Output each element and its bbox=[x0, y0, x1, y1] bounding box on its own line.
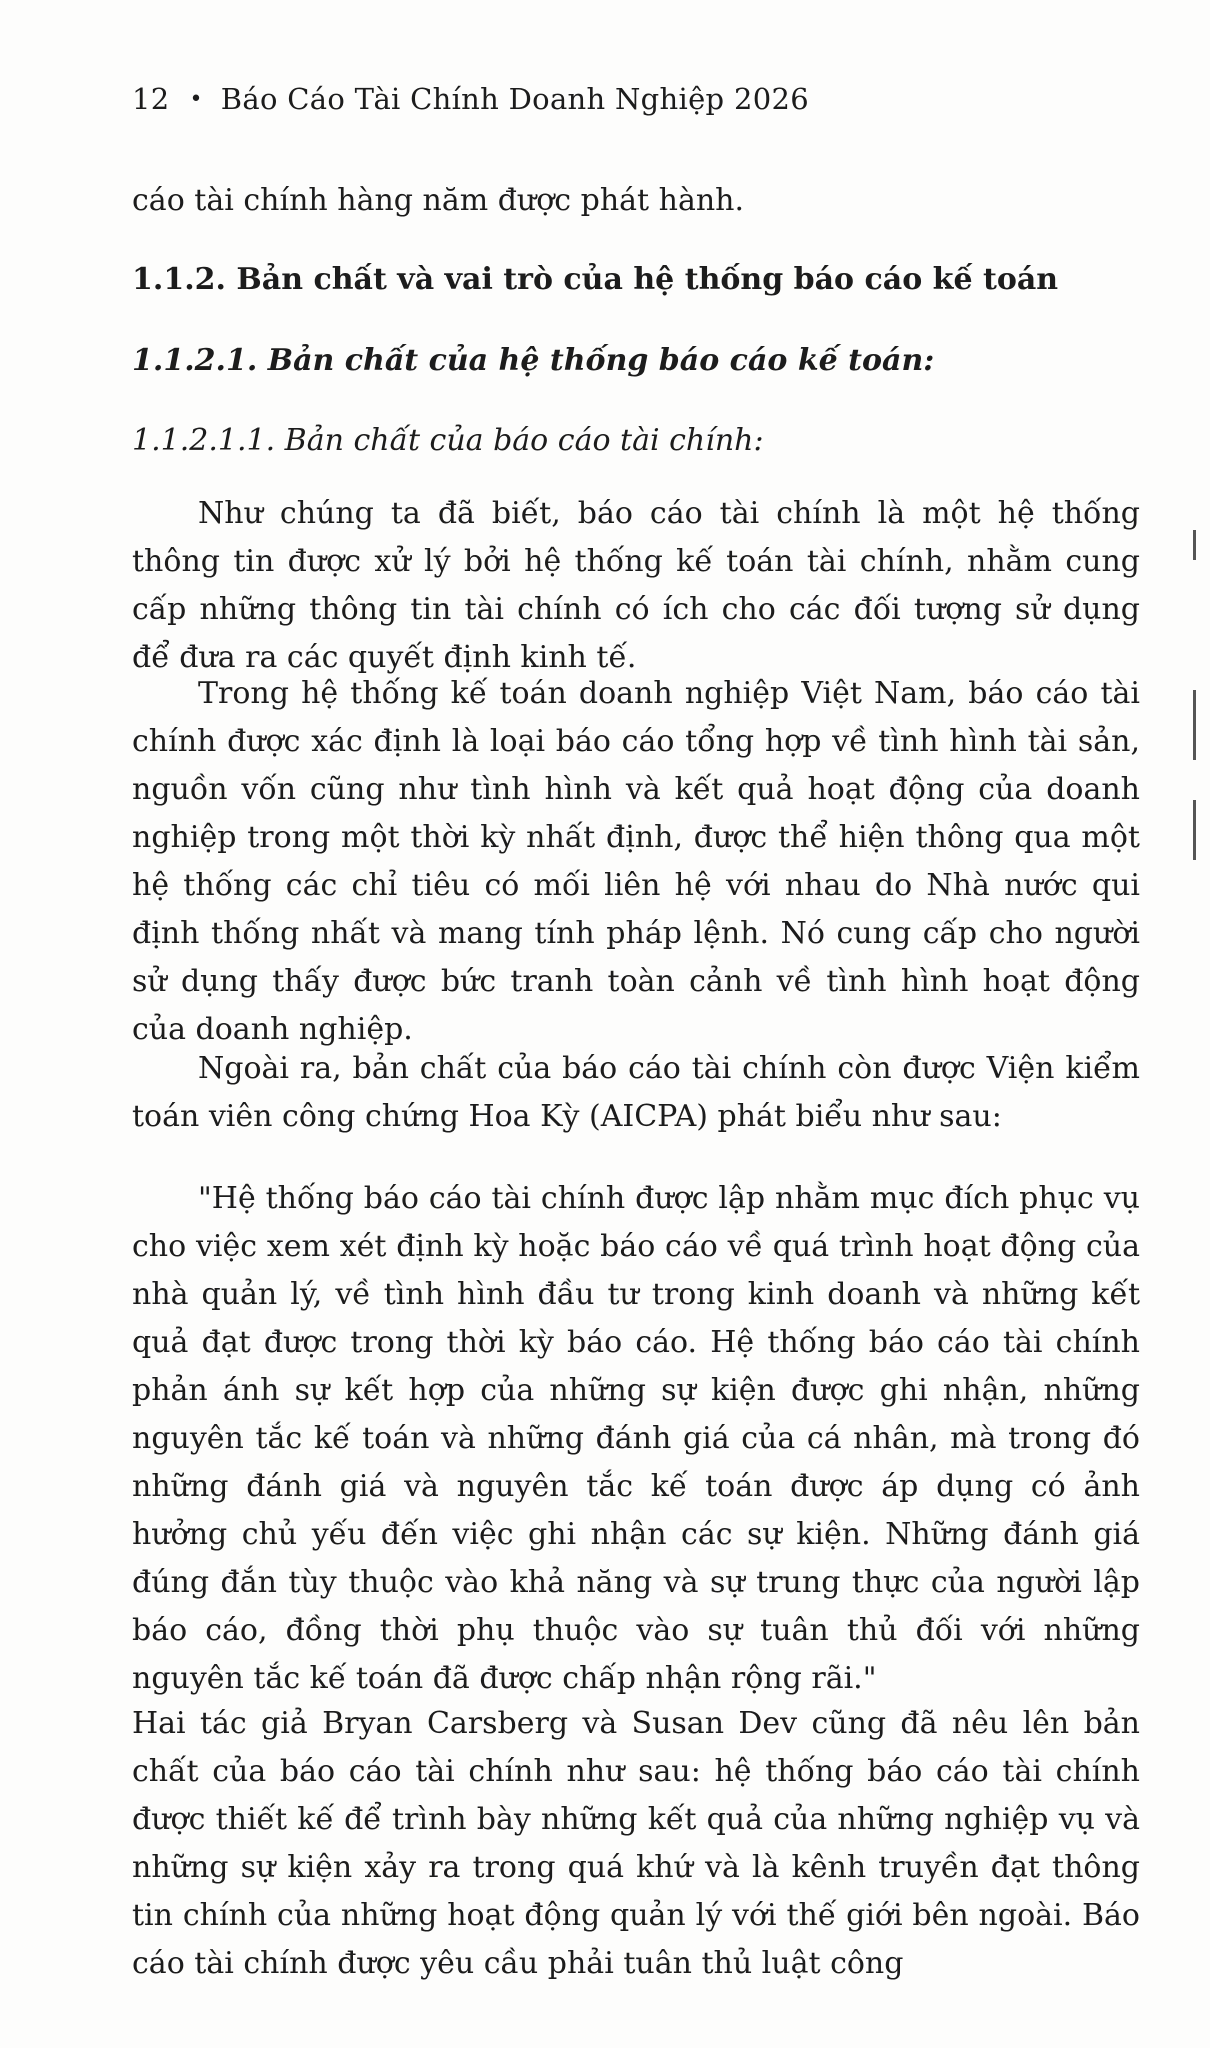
section-heading-1-1-2: 1.1.2. Bản chất và vai trò của hệ thống báo cáo kế toán bbox=[132, 262, 1059, 297]
running-header bbox=[132, 82, 809, 116]
book-title: Báo Cáo Tài Chính Doanh Nghiệp 2026 bbox=[220, 82, 809, 116]
paragraph-2: Trong hệ thống kế toán doanh nghiệp Việt Nam, báo cáo tài chính được xác định là loại báo cáo tổng hợp về tình hình tài sản, nguồn vốn cũng như tình hình và kết quả hoạt động của doanh nghiệp trong một thời kỳ nhất định, được thể hiện thông qua một hệ thống các chỉ tiêu có mối liên hệ với nhau do Nhà nước qui định thống nhất và mang tính pháp lệnh. Nó cung cấp cho người sử dụng thấy được bức tranh toàn cảnh về tình hình hoạt động của doanh nghiệp. bbox=[132, 676, 1140, 1047]
bullet-separator: • bbox=[189, 86, 203, 112]
section-heading-1-1-2-1: 1.1.2.1. Bản chất của hệ thống báo cáo kế toán: bbox=[132, 343, 935, 378]
section-heading-1-1-2-1-1: 1.1.2.1.1. Bản chất của báo cáo tài chính: bbox=[132, 423, 764, 458]
paragraph-3: Ngoài ra, bản chất của báo cáo tài chính còn được Viện kiểm toán viên công chứng Hoa Kỳ (AICPA) phát biểu như sau: bbox=[132, 1051, 1140, 1134]
scan-edge-mark bbox=[1193, 800, 1196, 860]
scan-edge-mark bbox=[1193, 530, 1196, 560]
paragraph-5: Hai tác giả Bryan Carsberg và Susan Dev cũng đã nêu lên bản chất của báo cáo tài chính như sau: hệ thống báo cáo tài chính được thiết kế để trình bày những kết quả của những nghiệp vụ và những sự kiện xảy ra trong quá khứ và là kênh truyền đạt thông tin chính của những hoạt động quản lý với thế giới bên ngoài. Báo cáo tài chính được yêu cầu phải tuân thủ luật công bbox=[132, 1706, 1140, 1981]
quote-paragraph: "Hệ thống báo cáo tài chính được lập nhằm mục đích phục vụ cho việc xem xét định kỳ hoặc báo cáo về quá trình hoạt động của nhà quản lý, về tình hình đầu tư trong kinh doanh và những kết quả đạt được trong thời kỳ báo cáo. Hệ thống báo cáo tài chính phản ánh sự kết hợp của những sự kiện được ghi nhận, những nguyên tắc kế toán và những đánh giá của cá nhân, mà trong đó những đánh giá và nguyên tắc kế toán được áp dụng có ảnh hưởng chủ yếu đến việc ghi nhận các sự kiện. Những đánh giá đúng đắn tùy thuộc vào khả năng và sự trung thực của người lập báo cáo, đồng thời phụ thuộc vào sự tuân thủ đối với những nguyên tắc kế toán đã được chấp nhận rộng rãi." bbox=[132, 1181, 1140, 1696]
continuation-line: cáo tài chính hàng năm được phát hành. bbox=[132, 183, 745, 218]
scan-edge-mark bbox=[1193, 690, 1196, 760]
paragraph-1: Như chúng ta đã biết, báo cáo tài chính là một hệ thống thông tin được xử lý bởi hệ thống kế toán tài chính, nhằm cung cấp những thông tin tài chính có ích cho các đối tượng sử dụng để đưa ra các quyết định kinh tế. bbox=[132, 496, 1140, 675]
page-number: 12 bbox=[132, 82, 170, 116]
